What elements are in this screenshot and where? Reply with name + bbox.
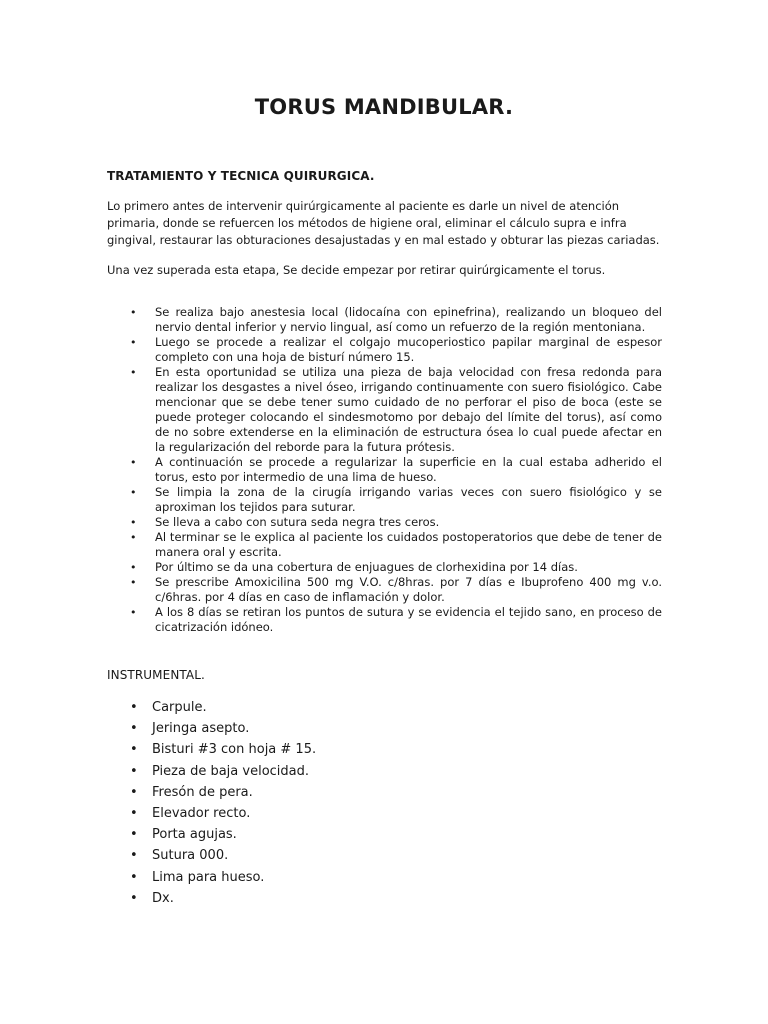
bullet-icon: • [130,742,138,758]
instrument-text: Pieza de baja velocidad. [152,763,310,779]
list-item [130,888,530,909]
list-item [130,605,662,635]
instrument-text: Carpule. [152,700,207,715]
step-text: Se realiza bajo anestesia local (lidocaína con epinefrina), realizando un bloqueo del nervio dental inferior y nervio lingual, así como un refuerzo de la región mentoniana. [155,305,662,334]
bullet-icon: • [130,784,138,800]
list-item [130,455,662,485]
list-item [130,824,530,845]
bullet-icon: • [130,869,138,885]
bullet-icon: • [130,700,138,715]
list-item [130,305,662,335]
step-text: Por último se da una cobertura de enjuagues de clorhexidina por 14 días. [155,560,578,574]
list-item [130,485,662,515]
bullet-icon: • [130,606,137,619]
stage-paragraph: Una vez superada esta etapa, Se decide empezar por retirar quirúrgicamente el torus. [107,263,606,277]
list-item [130,803,530,824]
bullet-icon: • [130,763,138,779]
step-text: En esta oportunidad se utiliza una pieza de baja velocidad con fresa redonda para realizar los desgastes a nivel óseo, irrigando continuamente con suero fisiológico. Cabe mencionar que se debe tener sumo cuidado de no perforar el piso de boca (este se puede proteger colocando el sindesmotomo por debajo del límite del torus), así como de no sobre extenderse en la eliminación de estructura ósea lo cual puede afectar en la regularización del reborde para la futura prótesis. [155,365,662,454]
list-item [130,560,662,575]
list-item [130,718,530,739]
section-heading-instrumental: INSTRUMENTAL. [107,668,205,682]
bullet-icon: • [130,306,137,319]
instrument-text: Sutura 000. [152,848,229,864]
bullet-icon: • [130,721,138,737]
step-text: A continuación se procede a regularizar la superficie en la cual estaba adherido el torus, esto por intermedio de una lima de hueso. [155,455,662,484]
procedure-steps-list [130,305,662,635]
bullet-icon: • [130,456,137,469]
instrument-text: Porta agujas. [152,827,237,843]
list-item [130,515,662,530]
step-text: Se prescribe Amoxicilina 500 mg V.O. c/8hras. por 7 días e Ibuprofeno 400 mg v.o. c/6hras. por 4 días en caso de inflamación y dolor. [155,575,662,604]
list-item [130,761,530,782]
bullet-icon: • [130,486,137,499]
instrument-text: Bisturi #3 con hoja # 15. [152,742,317,758]
section-heading-tratamiento: TRATAMIENTO Y TECNICA QUIRURGICA. [107,169,375,183]
bullet-icon: • [130,366,137,379]
instrument-text: Jeringa asepto. [152,721,250,737]
list-item [130,739,530,760]
bullet-icon: • [130,806,138,822]
list-item [130,575,662,605]
step-text: Se lleva a cabo con sutura seda negra tres ceros. [155,515,440,529]
bullet-icon: • [130,531,137,544]
step-text: Luego se procede a realizar el colgajo mucoperiostico papilar marginal de espesor completo con una hoja de bisturí número 15. [155,335,662,364]
list-item [130,782,530,803]
step-text: A los 8 días se retiran los puntos de sutura y se evidencia el tejido sano, en proceso de cicatrización idóneo. [155,605,662,634]
bullet-icon: • [130,848,138,864]
instrument-text: Elevador recto. [152,806,251,822]
intro-paragraph: Lo primero antes de intervenir quirúrgicamente al paciente es darle un nivel de atención primaria, donde se refuercen los métodos de higiene oral, eliminar el cálculo supra e infra gingival, restaurar las obturaciones desajustadas y en mal estado y obturar las piezas cariadas. [107,199,660,247]
bullet-icon: • [130,561,137,574]
step-text: Al terminar se le explica al paciente los cuidados postoperatorios que debe de tener de manera oral y escrita. [155,530,662,559]
bullet-icon: • [130,890,138,906]
bullet-icon: • [130,576,137,589]
instruments-list [130,697,530,909]
list-item [130,530,662,560]
list-item [130,697,530,718]
instrument-text: Dx. [152,890,174,906]
list-item [130,867,530,888]
list-item [130,365,662,455]
bullet-icon: • [130,336,137,349]
instrument-text: Fresón de pera. [152,784,253,800]
list-item [130,335,662,365]
bullet-icon: • [130,516,137,529]
list-item [130,845,530,866]
step-text: Se limpia la zona de la cirugía irrigando varias veces con suero fisiológico y se aproximan los tejidos para suturar. [155,485,662,514]
instrument-text: Lima para hueso. [152,869,265,885]
document-title: TORUS MANDIBULAR. [254,95,514,119]
bullet-icon: • [130,827,138,843]
